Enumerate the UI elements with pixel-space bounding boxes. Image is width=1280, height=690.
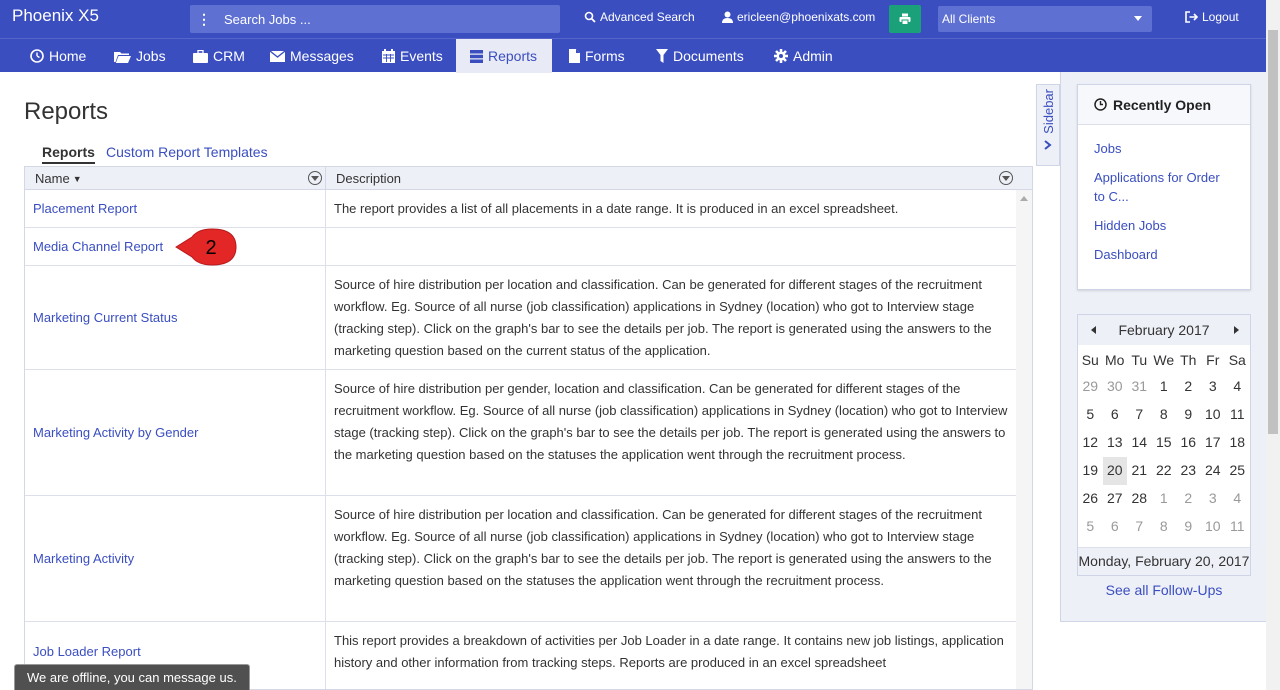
report-description: Source of hire distribution per location and classification. Can be generated for different stages of the recruitment workflow. Eg. Source of all nurse (job classification) applications in Sydney (location) who got to Interview stage (tracking step). Click on the graph's bar to see the details per job. The report is generated using the answers to the marketing question based on the current status of the application. [334, 277, 992, 358]
logout-link[interactable] [1185, 10, 1239, 24]
recently-open-header [1078, 85, 1250, 125]
nav-reports[interactable] [456, 39, 552, 73]
calendar-today-label[interactable]: Monday, February 20, 2017 [1078, 547, 1250, 575]
calendar-week-row [1078, 513, 1250, 541]
nav-reports-label: Reports [488, 48, 538, 64]
calendar-weekday: We [1153, 352, 1175, 368]
calendar-day[interactable]: 15 [1155, 434, 1172, 450]
description-filter-icon[interactable] [999, 171, 1013, 185]
calendar-day[interactable]: 12 [1082, 434, 1099, 450]
page-title: Reports [24, 98, 109, 125]
list-icon [470, 50, 483, 63]
calendar-icon [382, 49, 395, 63]
advanced-search-label: Advanced Search [600, 10, 695, 24]
calendar-grid [1078, 351, 1250, 541]
grid-header [25, 167, 1032, 190]
calendar-day[interactable]: 25 [1229, 462, 1246, 478]
report-name[interactable]: Marketing Current Status [25, 266, 326, 369]
search-icon [584, 11, 596, 23]
calendar-day[interactable]: 13 [1106, 434, 1123, 450]
calendar-day[interactable]: 10 [1204, 406, 1221, 422]
logout-icon [1185, 11, 1198, 23]
nav-documents[interactable] [642, 39, 758, 73]
calendar-day[interactable]: 2 [1184, 490, 1193, 506]
report-description: The report provides a list of all placements in a date range. It is produced in an excel spreadsheet. [334, 201, 899, 216]
calendar-day[interactable]: 11 [1229, 406, 1245, 422]
calendar-month-label[interactable]: February 2017 [1118, 322, 1210, 338]
calendar-day[interactable]: 9 [1184, 518, 1193, 534]
calendar-day[interactable]: 17 [1204, 434, 1221, 450]
calendar-week-row [1078, 373, 1250, 401]
calendar-day[interactable]: 5 [1086, 518, 1095, 534]
table-row[interactable] [25, 496, 1016, 622]
calendar-week-row [1078, 457, 1250, 485]
report-name[interactable]: Marketing Activity by Gender [25, 370, 326, 495]
calendar-day-today[interactable]: 20 [1103, 457, 1128, 485]
app-brand[interactable]: Phoenix X5 [12, 6, 99, 25]
gear-icon [774, 49, 788, 63]
envelope-icon [270, 51, 285, 62]
calendar-day[interactable]: 7 [1135, 406, 1144, 422]
report-name[interactable]: Job Loader Report [25, 622, 326, 690]
calendar-day[interactable]: 31 [1131, 378, 1148, 394]
calendar-day[interactable]: 9 [1184, 406, 1193, 422]
print-icon [899, 13, 911, 25]
calendar-day[interactable]: 23 [1180, 462, 1197, 478]
calendar-next-icon[interactable] [1234, 326, 1239, 334]
column-header-name[interactable] [25, 167, 326, 190]
user-email: ericleen@phoenixats.com [737, 10, 876, 24]
nav-documents-label: Documents [673, 48, 744, 64]
calendar-day[interactable]: 4 [1233, 490, 1242, 506]
calendar-day[interactable]: 5 [1086, 406, 1095, 422]
recent-item[interactable]: Hidden Jobs [1094, 218, 1167, 233]
recently-open-card [1077, 84, 1251, 290]
recent-item[interactable]: Dashboard [1094, 247, 1158, 262]
file-icon [569, 49, 580, 63]
tab-reports[interactable]: Reports [42, 144, 95, 164]
calendar-day[interactable]: 11 [1229, 518, 1245, 534]
calendar-day[interactable]: 26 [1082, 490, 1099, 506]
nav-events[interactable] [368, 39, 457, 73]
calendar-day[interactable]: 16 [1180, 434, 1197, 450]
calendar-day[interactable]: 1 [1159, 378, 1168, 394]
nav-forms[interactable] [555, 39, 639, 73]
nav-crm[interactable] [179, 39, 259, 73]
table-row[interactable] [25, 370, 1016, 496]
calendar-weekday: Th [1180, 352, 1197, 368]
calendar-day[interactable]: 29 [1082, 378, 1099, 394]
report-description: Source of hire distribution per gender, location and classification. Can be generated for different stages of the recruitment workflow. Eg. Source of all nurse (job classification) applications in Sydney (location) who got to Interview stage (tracking step). Click on the graph's bar to see the details per job. The report is generated using the answers to the marketing question based on the statuses the application went through the recruitment process. [334, 381, 1008, 462]
nav-home-label: Home [49, 48, 87, 64]
calendar-weekday: Fr [1206, 352, 1220, 368]
nav-events-label: Events [400, 48, 443, 64]
calendar-week-row [1078, 429, 1250, 457]
table-row[interactable] [25, 266, 1016, 370]
calendar-day[interactable]: 8 [1159, 518, 1168, 534]
logout-label: Logout [1202, 10, 1239, 24]
recent-item[interactable]: Jobs [1094, 141, 1122, 156]
calendar-day[interactable]: 7 [1135, 518, 1144, 534]
calendar-day[interactable]: 28 [1131, 490, 1148, 506]
nav-home[interactable] [16, 39, 100, 73]
calendar-day[interactable]: 14 [1131, 434, 1148, 450]
recent-items-list [1078, 125, 1250, 288]
calendar-day[interactable]: 21 [1131, 462, 1148, 478]
filter-icon [656, 49, 668, 63]
clock-icon [1094, 98, 1107, 111]
sidebar-toggle[interactable] [1036, 84, 1060, 166]
main-nav [0, 38, 1266, 72]
table-row[interactable] [25, 190, 1016, 228]
calendar-weekday: Tu [1131, 352, 1148, 368]
home-icon [30, 49, 44, 63]
nav-jobs[interactable] [100, 39, 180, 73]
calendar-day[interactable]: 24 [1204, 462, 1221, 478]
tab-custom-report-templates[interactable]: Custom Report Templates [106, 144, 268, 160]
calendar-header [1078, 315, 1250, 345]
chevron-right-icon [1044, 140, 1052, 150]
page-scrollbar-thumb[interactable] [1268, 30, 1278, 434]
calendar-day[interactable]: 6 [1110, 406, 1119, 422]
report-description: This report provides a breakdown of activities per Job Loader in a date range. It contains new job listings, application history and other information from tracking steps. Reports are produced in an excel spreadsheet [334, 633, 1004, 670]
recently-open-title: Recently Open [1113, 96, 1212, 113]
calendar-day[interactable]: 4 [1233, 378, 1242, 394]
calendar-day[interactable]: 27 [1106, 490, 1123, 506]
column-description-label: Description [336, 171, 402, 186]
search-menu-icon[interactable]: ⋮ [197, 10, 211, 27]
report-name[interactable]: Media Channel Report [25, 228, 326, 265]
folder-icon [114, 50, 131, 63]
calendar-week-row [1078, 485, 1250, 513]
report-description [326, 228, 1016, 244]
page-scrollbar[interactable] [1266, 0, 1280, 690]
calendar-day[interactable]: 1 [1159, 490, 1168, 506]
nav-admin[interactable] [760, 39, 847, 73]
grid-scrollbar[interactable] [1016, 190, 1032, 690]
calendar-day[interactable]: 6 [1110, 518, 1119, 534]
offline-chat-widget[interactable]: We are offline, you can message us. [14, 664, 250, 690]
calendar-weekday: Sa [1228, 352, 1246, 368]
scroll-up-icon[interactable] [1020, 196, 1028, 201]
report-name[interactable]: Placement Report [25, 190, 326, 227]
nav-crm-label: CRM [213, 48, 245, 64]
calendar-day[interactable]: 10 [1204, 518, 1221, 534]
search-bar [190, 5, 560, 33]
top-header [0, 0, 1266, 38]
calendar-day[interactable]: 22 [1155, 462, 1172, 478]
user-icon [722, 11, 733, 23]
chevron-down-icon [1134, 16, 1142, 21]
calendar-day[interactable]: 30 [1106, 378, 1123, 394]
user-account-link[interactable] [722, 10, 875, 24]
step-callout-number: 2 [205, 237, 217, 259]
see-all-follow-ups-link[interactable]: See all Follow-Ups [1105, 582, 1223, 598]
step-callout [174, 228, 238, 266]
advanced-search-link[interactable] [584, 10, 695, 24]
calendar-day[interactable]: 18 [1229, 434, 1246, 450]
nav-messages[interactable] [256, 39, 368, 73]
calendar-weekday: Mo [1105, 352, 1125, 368]
calendar-week-row [1078, 401, 1250, 429]
report-name[interactable]: Marketing Activity [25, 496, 326, 621]
calendar-weekday: Su [1081, 352, 1099, 368]
mini-calendar [1077, 314, 1251, 576]
client-select-value: All Clients [942, 12, 996, 26]
column-name-label: Name [35, 171, 70, 186]
column-header-description[interactable] [326, 167, 1016, 190]
calendar-day[interactable]: 8 [1159, 406, 1168, 422]
nav-messages-label: Messages [290, 48, 354, 64]
name-filter-icon[interactable] [308, 171, 322, 185]
search-input[interactable] [224, 5, 554, 33]
report-description: Source of hire distribution per location and classification. Can be generated for different stages of the recruitment workflow. Eg. Source of all nurse (job classification) applications in Sydney (location) who got to Interview stage (tracking step). Click on the graph's bar to see the details per job. The report is generated using the answers to the marketing question based on the statuses the application went through the recruitment process. [334, 507, 992, 588]
print-button[interactable] [889, 5, 921, 33]
nav-admin-label: Admin [793, 48, 833, 64]
recent-item[interactable]: Applications for Order to C... [1094, 170, 1220, 204]
calendar-day[interactable]: 2 [1184, 378, 1193, 394]
calendar-day[interactable]: 3 [1208, 378, 1217, 394]
calendar-day[interactable]: 3 [1208, 490, 1217, 506]
right-sidebar [1060, 72, 1266, 622]
nav-jobs-label: Jobs [136, 48, 166, 64]
nav-forms-label: Forms [585, 48, 625, 64]
briefcase-icon [193, 50, 208, 63]
sidebar-toggle-label: Sidebar [1040, 89, 1056, 134]
calendar-weekday-row [1078, 351, 1250, 373]
sort-desc-icon: ▼ [72, 173, 82, 184]
calendar-day[interactable]: 19 [1082, 462, 1099, 478]
client-select[interactable] [938, 6, 1152, 32]
